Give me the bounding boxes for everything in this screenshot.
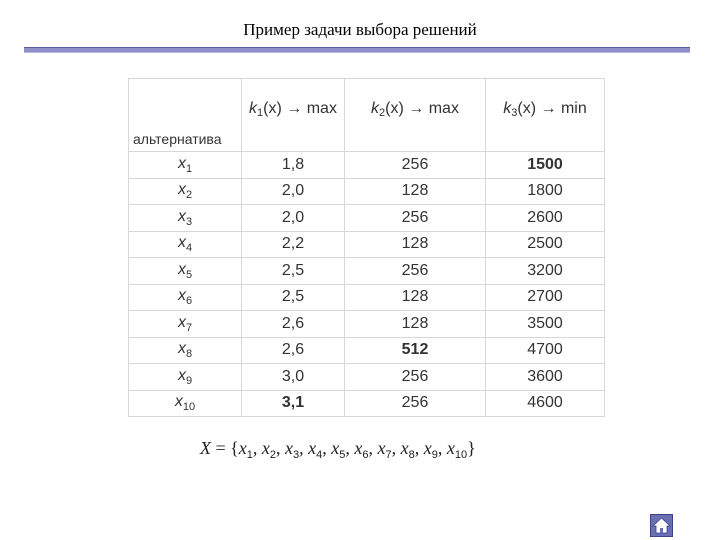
set-element-index: 10 [454,449,468,461]
table-row [129,205,605,232]
alternative-header-cell [129,79,242,152]
k3-cell: 3500 [486,311,605,338]
set-element-index: 4 [316,449,323,461]
decision-table [128,78,604,413]
alternative-cell: $x_{10}$ [129,390,242,417]
alternatives-table [128,78,605,417]
table-row [129,364,605,391]
k3-cell: 2700 [486,284,605,311]
criterion-label: $k_2(x) \to \max$ [371,99,459,119]
k2-cell: 256 [345,152,486,179]
set-separator: , [252,438,262,458]
alternative-cell: $x_3$ [129,205,242,232]
k2-cell: 128 [345,284,486,311]
criterion-header-k2 [345,79,486,152]
set-element-index: 2 [269,449,277,461]
k1-cell: 2,6 [242,337,345,364]
home-icon [651,515,672,536]
alternative-cell: $x_9$ [129,364,242,391]
set-element-var: x [261,438,270,458]
k2-cell: 128 [345,231,486,258]
criterion-header-k3 [486,79,605,152]
k3-cell: 1500 [486,152,605,179]
k1-cell: 2,0 [242,205,345,232]
set-symbol: X [200,438,211,458]
k1-cell: 3,0 [242,364,345,391]
table-row [129,231,605,258]
criterion-label: $k_3(x) \to \min$ [503,99,587,119]
k1-cell: 1,8 [242,152,345,179]
k3-cell: 3600 [486,364,605,391]
set-element-var: x [285,438,294,458]
k1-cell: 2,5 [242,284,345,311]
slide-title: Пример задачи выбора решений [243,20,477,39]
criterion-header-k1 [242,79,345,152]
set-element-index: 5 [339,449,346,461]
k1-cell: 2,2 [242,231,345,258]
alternatives-set-formula [200,438,560,461]
k2-cell: 256 [345,390,486,417]
set-element-var: x [446,438,455,458]
table-row [129,178,605,205]
k1-cell: 2,5 [242,258,345,285]
table-header-row [129,79,605,152]
set-separator: , [414,438,424,458]
alternative-cell: $x_5$ [129,258,242,285]
set-separator: , [276,438,286,458]
alternative-header-label: альтернатива [133,131,222,147]
k3-cell: 4700 [486,337,605,364]
set-open: = { [211,438,239,458]
k2-cell: 128 [345,178,486,205]
k3-cell: 2500 [486,231,605,258]
criterion-label: $k_1(x) \to \max$ [249,99,337,119]
set-element-index: 6 [362,449,369,461]
set-element-index: 3 [293,449,300,461]
home-button[interactable] [650,514,673,537]
set-separator: , [437,438,447,458]
k2-cell: 256 [345,258,486,285]
k2-cell: 256 [345,205,486,232]
set-separator: , [391,438,401,458]
alternative-cell: $x_4$ [129,231,242,258]
set-element-var: x [400,438,409,458]
set-element-index: 9 [431,449,438,461]
table-row [129,390,605,417]
set-elements [238,438,468,461]
set-element-var: x [354,438,363,458]
set-separator: , [345,438,355,458]
k1-cell: 3,1 [242,390,345,417]
set-separator: , [368,438,378,458]
k3-cell: 2600 [486,205,605,232]
k3-cell: 3200 [486,258,605,285]
set-close: } [467,438,476,458]
k2-cell: 128 [345,311,486,338]
table-row [129,258,605,285]
table-row [129,152,605,179]
set-element-index: 8 [408,449,415,461]
set-element-var: x [331,438,340,458]
alternative-cell: $x_2$ [129,178,242,205]
set-element-var: x [308,438,317,458]
set-separator: , [299,438,309,458]
k1-cell: 2,6 [242,311,345,338]
alternative-cell: $x_6$ [129,284,242,311]
title-divider [24,47,690,53]
table-row [129,337,605,364]
table-row [129,284,605,311]
set-element-var: x [377,438,386,458]
set-element-var: x [423,438,432,458]
set-element-var: x [238,438,247,458]
alternative-cell: $x_7$ [129,311,242,338]
set-separator: , [322,438,332,458]
k3-cell: 1800 [486,178,605,205]
set-element-index: 1 [246,449,253,461]
alternative-cell: $x_1$ [129,152,242,179]
k2-cell: 256 [345,364,486,391]
k1-cell: 2,0 [242,178,345,205]
k3-cell: 4600 [486,390,605,417]
k2-cell: 512 [345,337,486,364]
table-row [129,311,605,338]
set-element-index: 7 [385,449,392,461]
alternative-cell: $x_8$ [129,337,242,364]
